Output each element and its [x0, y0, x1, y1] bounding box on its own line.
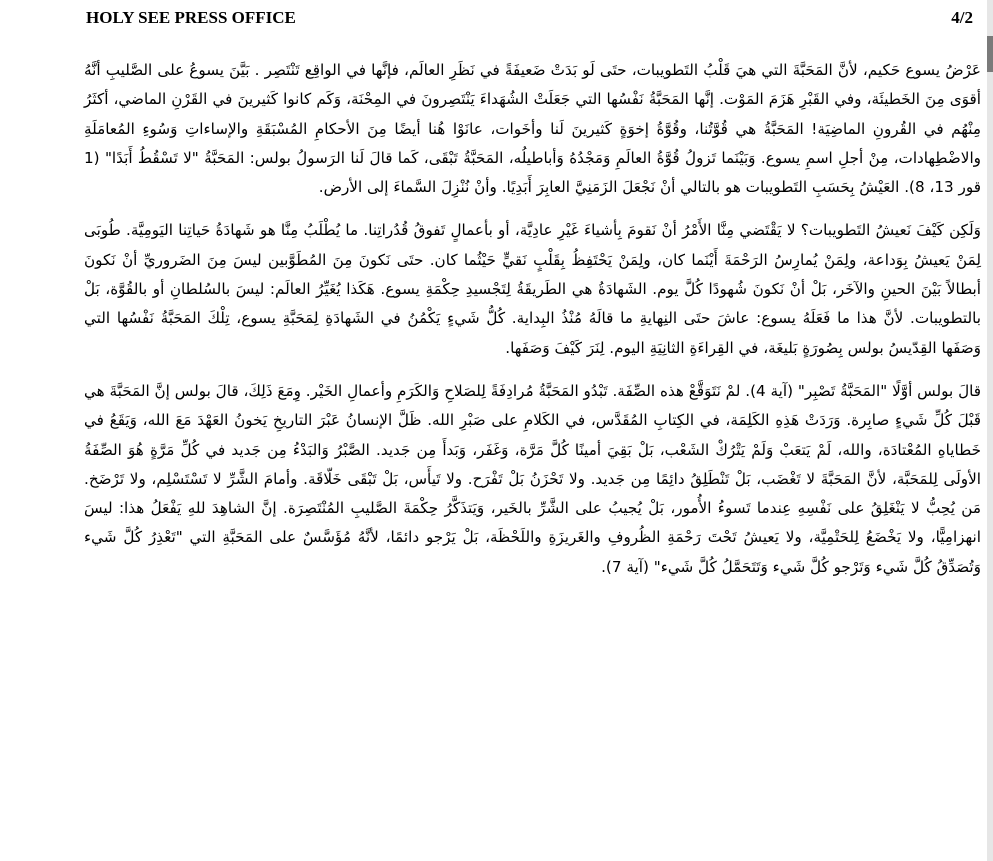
- vertical-scrollbar[interactable]: [987, 0, 993, 861]
- paragraph-love-is-patient: قالَ بولس أوَّلًا "المَحَبَّةُ تَصْبِر" (آية 4). لمْ نَتَوَقَّعْ هذه الصِّفَة. تَبْدُو المَحَبَّةُ مُرادِفَةً لِلصَلاحِ وَالكَرَمِ وأعمالِ الخَيْر. وِمَعَ ذَلِكَ، قالَ بولس إنَّ المَحَبَّةَ هي قَبْلَ كُلِّ شَيءٍ صابِرة. وَرَدَتْ هَذِهِ الكَلِمَة، في الكِتابِ المُقَدَّس، في الكَلامِ على صَبْرِ الله. ظَلَّ الإنسانُ عَبْرَ التاريخِ يَخونُ العَهْدَ مَعَ الله، وَيَقَعُ في خَطاياهِ المُعْتادَة، والله، لَمْ يَتعَبْ وَلَمْ يَتْرُكْ الشَعْب، بَلْ بَقِيَ أمينًا كُلَّ مَرَّة، وَغَفَر، وَبَدأَ مِن جَديد. الصَّبْرُ وَالبَدْءُ مِن جَديد في كُلِّ مَرَّةٍ هُوَ الصِّفَةُ الأولَى لِلمَحَبَّة، لأنَّ المَحَبَّةَ لا تَغْضَب، بَلْ تَنْطَلِقُ دائِمًا مِن جَديد. ولا تَحْزَنُ بَلْ تَفْرَح. ولا تَيأَس، بَلْ تَبْقَى خَلّاقَة. وأمامَ الشَّرِّ لا تَسْتَسْلِم، ولا تَرْضَخ. مَن يُحِبُّ لا يَنْغَلِقُ على نَفْسِهِ عِندما تَسوءُ الأُمور، بَلْ يُجيبُ على الشَّرِّ بالخَير، وَيَتذَكَّرُ حِكْمَةَ الصَّليبِ المُنْتَصِرَة. إنَّ الشاهِدَ للهِ يَفْعَلُ هذا: ليسَ انهزامِيًّا، ولا يَخْضَعُ لِلحَتْمِيَّة، ولا يَعيشُ تَحْتَ رَحْمَةِ الظُروفِ والغَريزَةِ واللَحْظَة، بَلْ يَرْجو دائمًا، لأنَّهُ مُؤَسَّسٌ على المَحَبَّةِ التي "تَعْذِرُ كُلَّ شَيء وَتُصَدِّقُ كُلَّ شَيء وَتَرْجو كُلَّ شَيء وَتَتَحَمَّلُ كُلَّ شَيء" (آية 7).: [84, 381, 981, 576]
- page-number: 4/2: [951, 8, 973, 27]
- document-body: [84, 56, 981, 582]
- paragraph-living-beatitudes: وَلَكِن كَيْفَ نَعيشُ التَطويبات؟ لا يَقْتَضي مِنَّا الأَمْرُ أنْ نَقومَ بِأشياءَ غَيْرِ عادِيَّة، أو بأعمالٍ تَفوقُ قُدُراتِنا. ما يُطْلَبُ مِنَّا هو شَهادَةُ حَياتِنا اليَومِيَّة. طُوبَى لِمَنْ يَعيشُ بِوَداعة، ولِمَنْ يُمارِسُ الرَحْمَةَ أَيْنَما كان، ولِمَنْ يَحْتَفِظُ بِقَلْبٍ نَقيٍّ حَيْثُما كان. حتَى نَكونَ مِنَ المُطَوَّبين ليسَ مِنَ الضَروريِّ أنْ نَكونَ أبطالاً بَيْنَ الحينِ والآخَر، بَلْ أنْ نَكونَ شُهودًا كُلَّ يوم. الشَهادَةُ هي الطَريقَةُ لِتَجْسيدِ حِكْمَةِ يسوع. هَكَذا يُغَيِّرُ العالَم: ليسَ بالسُلطانِ أو بالقُوَّة، بَلْ بالتطويبات. لأنَّ هذا ما فَعَلَهُ يسوع: عاشَ حتَى النِهايةِ ما قالَهُ مُنْذُ البِداية. كُلُّ شَيءٍ يَكْمُنُ في الشَهادَةِ لِمَحَبَّةِ يسوع، تِلْكَ المَحَبَّةُ نَفْسُها التي وَصَفَها القِدّيسُ بولس بِصُورَةٍ بَليغَة، في القِراءَةِ الثانِيَةِ اليوم. لِنَرَ كَيْفَ وَصَفَها.: [84, 221, 981, 357]
- page-header: [86, 6, 973, 30]
- paragraph-beatitudes-wisdom: عَرْضُ يسوع حَكيم، لأنَّ المَحَبَّةَ التي هيَ قَلْبُ التَطويبات، حتَى لَو بَدَتْ ضَعيفَةً في نَظَرِ العالَم، فإنَّها في الواقِع تَنْتَصِر . بَيَّنَ يسوعُ على الصَّليبِ أنَّهُ أقوَى مِنَ الخَطيئَة، وفي القَبْرِ هَزَمَ المَوْت. إنَّها المَحَبَّةُ نَفْسُها التي جَعَلَتْ الشُهَداءَ يَنْتَصِرونَ في المِحْنَة، وَكَم كانوا كَثيرينَ في القَرْنِ الماضي، أكثَرُ مِنْهُم في القُرونِ الماضِيَة! المَحَبَّةُ هي قُوَّتُنا، وقُوَّةُ إخوَةٍ كَثيرينَ لَنا وأخَوات، عانَوْا هُنا أيضًا مِنَ الأحكامِ المُسْبَقَةِ والإساءاتِ وَسُوءِ المُعامَلَةِ والاضْطِهادات، مِنْ أجلِ اسمِ يسوع. وَبَيْنَما تَزولُ قُوَّةُ العالَمِ وَمَجْدُهُ وَأباطيلُه، المَحَبَّةُ تَبْقَى، كَما قالَ لَنا الرَسولُ بولس: المَحَبَّةُ "لا تَسْقُطُ أَبَدًا" (1 قور 13، 8). العَيْشُ بِحَسَبِ التَطويبات هو بالتالي أنْ نَجْعَلَ الزَمَنِيَّ العابِرَ أَبَدِيًا. وأنْ نُنْزِلَ السَّماءَ إلى الأرض.: [84, 61, 981, 197]
- press-office-title: HOLY SEE PRESS OFFICE: [86, 8, 296, 27]
- scrollbar-thumb[interactable]: [987, 36, 993, 72]
